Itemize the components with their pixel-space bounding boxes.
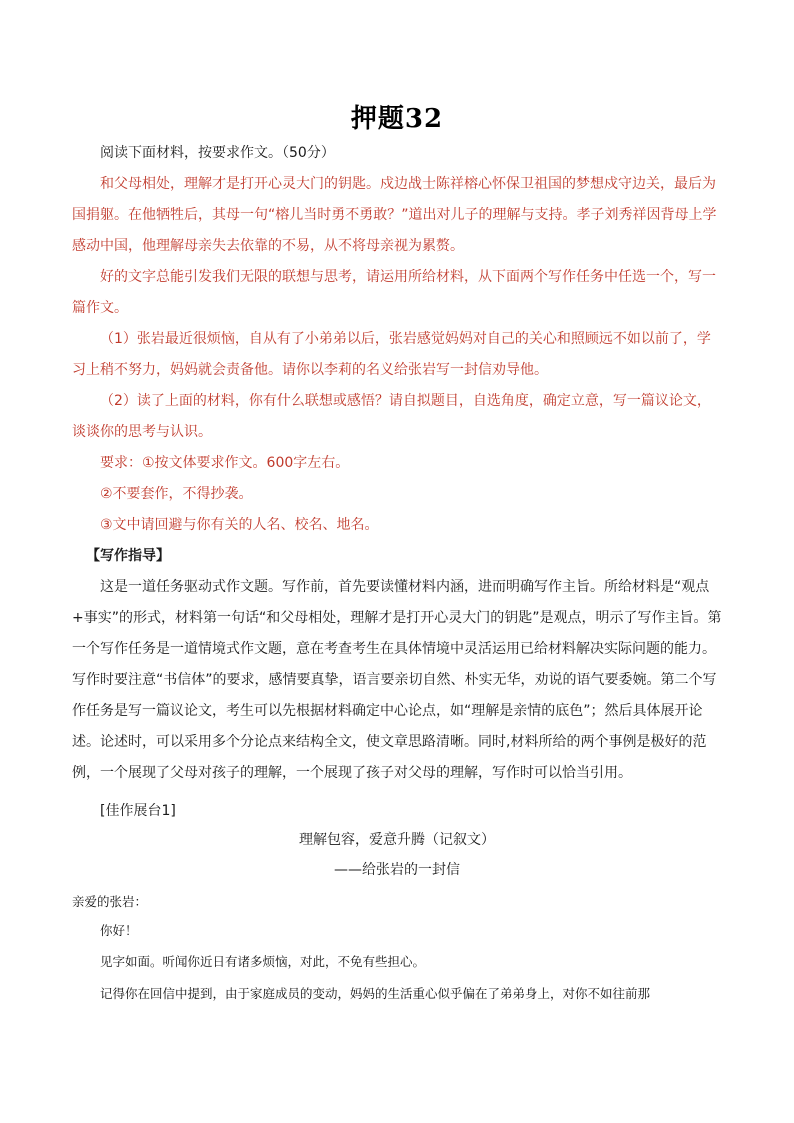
essay-title: 理解包容，爱意升腾（记叙文） bbox=[299, 832, 495, 848]
material-paragraph: 和父母相处，理解才是打开心灵大门的钥匙。戍边战士陈祥榕心怀保卫祖国的梦想戍守边关，最后为国捐躯。在他牺牲后，其母一句“榕儿当时勇不勇敢？”道出对儿子的理解与支持。孝子刘秀祥因背母上学感动中国，他理解母亲失去依靠的不易，从不将母亲视为累赘。 bbox=[72, 176, 717, 254]
task-intro-paragraph: 好的文字总能引发我们无限的联想与思考，请运用所给材料，从下面两个写作任务中任选一个，写一篇作文。 bbox=[72, 269, 716, 316]
essay-subtitle: ——给张岩的一封信 bbox=[334, 862, 460, 878]
intro-instruction: 阅读下面材料，按要求作文。（50分） bbox=[100, 145, 335, 161]
letter-line: 记得你在回信中提到，由于家庭成员的变动，妈妈的生活重心似乎偏在了弟弟身上，对你不如往前那 bbox=[100, 986, 651, 1001]
showcase-label: [佳作展台1] bbox=[100, 803, 176, 819]
task-one-paragraph: （1）张岩最近很烦恼，自从有了小弟弟以后，张岩感觉妈妈对自己的关心和照顾远不如以前了，学习上稍不努力，妈妈就会责备他。请你以李莉的名义给张岩写一封信劝导他。 bbox=[72, 331, 711, 378]
guide-heading: 【写作指导】 bbox=[86, 548, 170, 564]
letter-greeting: 你好！ bbox=[100, 923, 138, 938]
letter-line: 见字如面。听闻你近日有诸多烦恼，对此，不免有些担心。 bbox=[100, 954, 426, 969]
requirement-two: ②不要套作，不得抄袭。 bbox=[100, 486, 253, 502]
letter-salutation: 亲爱的张岩： bbox=[72, 894, 148, 909]
requirement-three: ③文中请回避与你有关的人名、校名、地名。 bbox=[100, 517, 379, 533]
page-title: 押题32 bbox=[350, 104, 444, 134]
guide-paragraph: 这是一道任务驱动式作文题。写作前，首先要读懂材料内涵，进而明确写作主旨。所给材料是“观点+事实”的形式，材料第一句话“和父母相处，理解才是打开心灵大门的钥匙”是观点，明示了写作主旨。第一个写作任务是一道情境式作文题，意在考查考生在具体情境中灵活运用已给材料解决实际问题的能力。写作时要注意“书信体”的要求，感情要真挚，语言要亲切自然、朴实无华，劝说的语气要委婉。第二个写作任务是写一篇议论文，考生可以先根据材料确定中心论点，如“理解是亲情的底色”；然后具体展开论述。论述时，可以采用多个分论点来结构全文，使文章思路清晰。同时,材料所给的两个事例是极好的范例，一个展现了父母对孩子的理解，一个展现了孩子对父母的理解，写作时可以恰当引用。 bbox=[72, 579, 722, 781]
requirement-one: 要求：①按文体要求作文。600字左右。 bbox=[100, 455, 350, 471]
task-two-paragraph: （2）读了上面的材料，你有什么联想或感悟？请自拟题目，自选角度，确定立意，写一篇议论文，谈谈你的思考与认识。 bbox=[72, 393, 711, 440]
